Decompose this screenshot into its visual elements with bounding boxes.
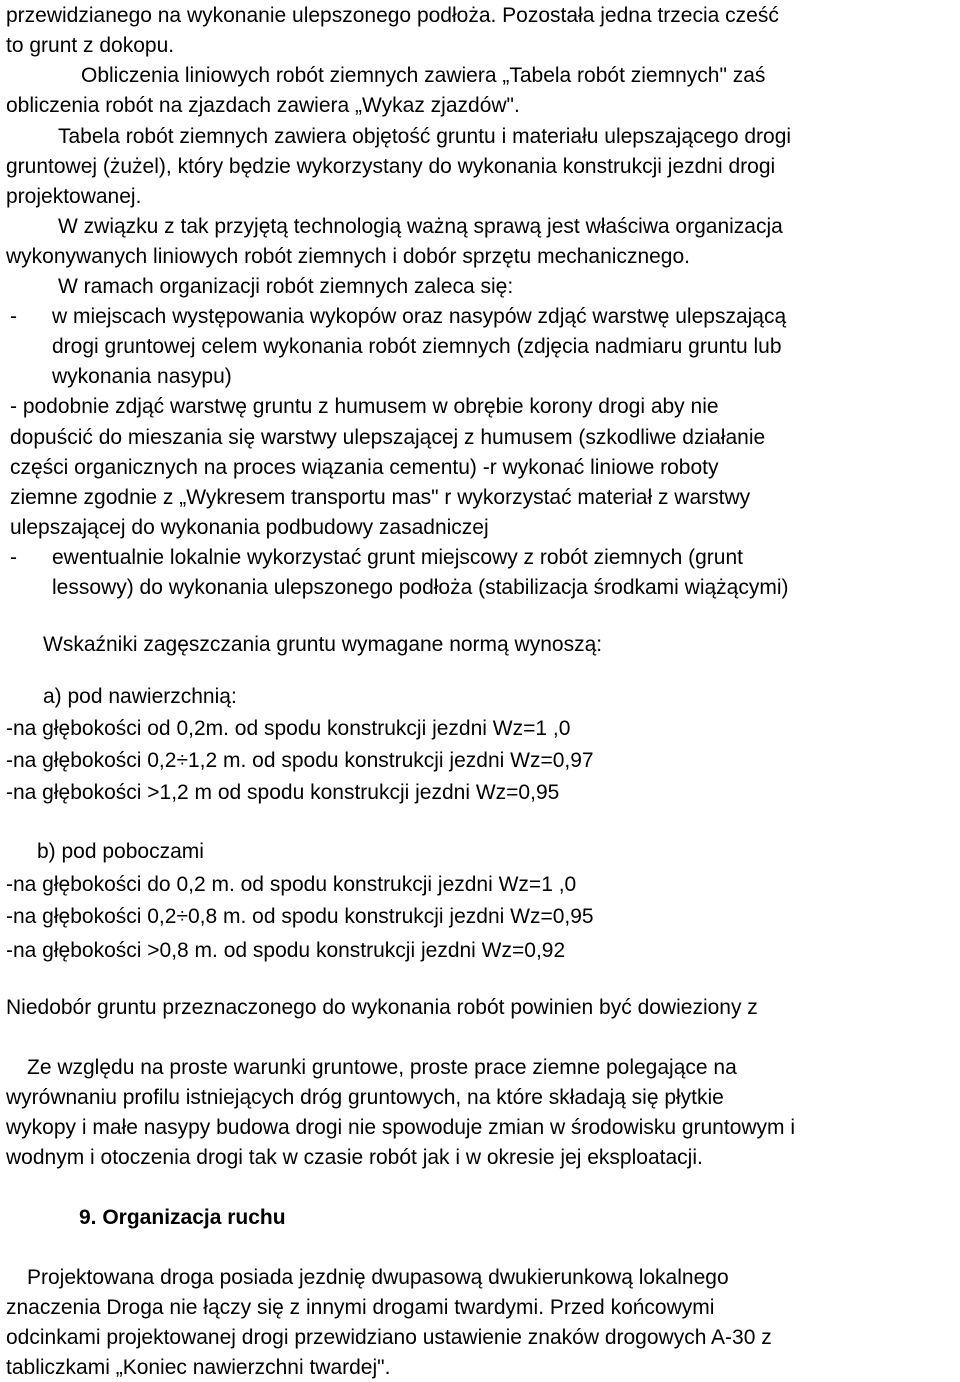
text-line: ulepszającej do wykonania podbudowy zasadniczej	[10, 516, 489, 539]
text-line: -na głębokości >1,2 m od spodu konstrukcji jezdni Wz=0,95	[6, 781, 560, 804]
text-line: Niedobór gruntu przeznaczonego do wykonania robót powinien być dowieziony z	[6, 996, 758, 1019]
text-line: gruntowej (żużel), który będzie wykorzystany do wykonania konstrukcji jezdni drogi	[6, 155, 776, 178]
text-line: b) pod poboczami	[37, 840, 204, 863]
text-line: to grunt z dokopu.	[6, 34, 175, 57]
text-line: a) pod nawierzchnią:	[43, 685, 237, 708]
text-line: -na głębokości 0,2÷1,2 m. od spodu konstrukcji jezdni Wz=0,97	[6, 749, 594, 772]
text-line: w miejscach występowania wykopów oraz nasypów zdjąć warstwę ulepszającą	[52, 305, 787, 328]
text-line: przewidzianego na wykonanie ulepszonego podłoża. Pozostała jedna trzecia cześć	[6, 4, 779, 27]
text-line: lessowy) do wykonania ulepszonego podłoża (stabilizacja środkami wiążącymi)	[52, 576, 789, 599]
text-line: wyrównaniu profilu istniejących dróg gruntowych, na które składają się płytkie	[6, 1086, 724, 1109]
text-line: tabliczkami „Koniec nawierzchni twardej".	[6, 1356, 391, 1379]
text-line: Wskaźniki zagęszczania gruntu wymagane normą wynoszą:	[43, 633, 603, 656]
text-line: drogi gruntowej celem wykonania robót ziemnych (zdjęcia nadmiaru gruntu lub	[52, 335, 782, 358]
list-bullet: -	[10, 546, 17, 569]
text-line: -na głębokości >0,8 m. od spodu konstrukcji jezdni Wz=0,92	[6, 939, 566, 962]
text-line: obliczenia robót na zjazdach zawiera „Wykaz zjazdów".	[6, 94, 520, 117]
text-line: W związku z tak przyjętą technologią ważną sprawą jest właściwa organizacja	[58, 215, 783, 238]
text-line: wykopy i małe nasypy budowa drogi nie spowoduje zmian w środowisku gruntowym i	[6, 1116, 796, 1139]
text-line: dopuścić do mieszania się warstwy ulepszającej z humusem (szkodliwe działanie	[10, 426, 766, 449]
text-line: Ze względu na proste warunki gruntowe, proste prace ziemne polegające na	[27, 1056, 737, 1079]
text-line: Obliczenia liniowych robót ziemnych zawiera „Tabela robót ziemnych" zaś	[81, 64, 766, 87]
text-line: części organicznych na proces wiązania cementu) -r wykonać liniowe roboty	[10, 456, 719, 479]
text-line: projektowanej.	[6, 185, 142, 208]
text-line: Projektowana droga posiada jezdnię dwupasową dwukierunkową lokalnego	[27, 1266, 729, 1289]
text-line: -na głębokości od 0,2m. od spodu konstrukcji jezdni Wz=1 ,0	[6, 717, 571, 740]
text-line: odcinkami projektowanej drogi przewidziano ustawienie znaków drogowych A-30 z	[6, 1326, 772, 1349]
list-bullet: -	[10, 305, 17, 328]
text-line: wodnym i otoczenia drogi tak w czasie robót jak i w okresie jej eksploatacji.	[6, 1146, 703, 1169]
text-line: wykonywanych liniowych robót ziemnych i dobór sprzętu mechanicznego.	[6, 245, 690, 268]
text-line: W ramach organizacji robót ziemnych zaleca się:	[58, 275, 514, 298]
text-line: Tabela robót ziemnych zawiera objętość gruntu i materiału ulepszającego drogi	[58, 125, 792, 148]
text-line: znaczenia Droga nie łączy się z innymi drogami twardymi. Przed końcowymi	[6, 1296, 715, 1319]
text-line: ziemne zgodnie z „Wykresem transportu mas" r wykorzystać materiał z warstwy	[10, 486, 751, 509]
text-line: - podobnie zdjąć warstwę gruntu z humusem w obrębie korony drogi aby nie	[10, 395, 719, 418]
text-line: -na głębokości 0,2÷0,8 m. od spodu konstrukcji jezdni Wz=0,95	[6, 905, 594, 928]
text-line: ewentualnie lokalnie wykorzystać grunt miejscowy z robót ziemnych (grunt	[52, 546, 743, 569]
text-line: -na głębokości do 0,2 m. od spodu konstrukcji jezdni Wz=1 ,0	[6, 873, 577, 896]
section-heading: 9. Organizacja ruchu	[79, 1206, 286, 1229]
text-line: wykonania nasypu)	[52, 365, 232, 388]
